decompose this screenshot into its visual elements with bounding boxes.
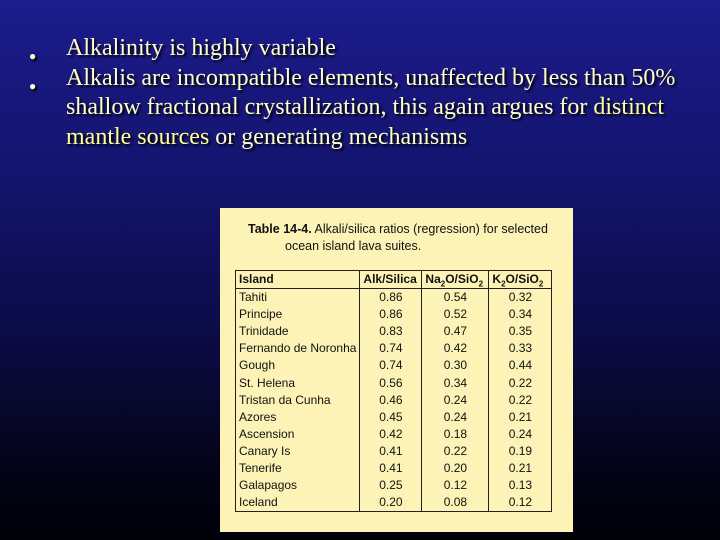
- cell-alk-silica: 0.56: [360, 375, 422, 392]
- bullet-text: Alkalinity is highly variable: [66, 35, 336, 61]
- cell-alk-silica: 0.86: [360, 306, 422, 323]
- cell-na2o-sio2: 0.20: [422, 460, 489, 477]
- cell-island: Tristan da Cunha: [236, 392, 360, 409]
- bullet-text-end: or generating mechanisms: [209, 123, 468, 150]
- bullet-dot-icon: ●: [29, 49, 37, 63]
- cell-island: Tahiti: [236, 289, 360, 307]
- cell-k2o-sio2: 0.44: [489, 357, 552, 374]
- table-row: [236, 323, 552, 340]
- bullet-item: [28, 64, 688, 153]
- cell-island: Gough: [236, 357, 360, 374]
- table-row: [236, 306, 552, 323]
- cell-k2o-sio2: 0.21: [489, 409, 552, 426]
- cell-alk-silica: 0.41: [360, 443, 422, 460]
- cell-k2o-sio2: 0.13: [489, 477, 552, 494]
- table-number: Table 14-4.: [248, 222, 312, 236]
- cell-k2o-sio2: 0.34: [489, 306, 552, 323]
- cell-alk-silica: 0.83: [360, 323, 422, 340]
- cell-k2o-sio2: 0.21: [489, 460, 552, 477]
- cell-island: Canary Is: [236, 443, 360, 460]
- cell-k2o-sio2: 0.24: [489, 426, 552, 443]
- table-caption: [248, 221, 563, 255]
- cell-alk-silica: 0.42: [360, 426, 422, 443]
- table-row: [236, 409, 552, 426]
- table-row: [236, 357, 552, 374]
- cell-k2o-sio2: 0.12: [489, 494, 552, 512]
- cell-na2o-sio2: 0.12: [422, 477, 489, 494]
- cell-k2o-sio2: 0.22: [489, 392, 552, 409]
- cell-alk-silica: 0.20: [360, 494, 422, 512]
- table-row: [236, 375, 552, 392]
- cell-island: Ascension: [236, 426, 360, 443]
- table-body: [236, 289, 552, 512]
- cell-na2o-sio2: 0.22: [422, 443, 489, 460]
- cell-k2o-sio2: 0.33: [489, 340, 552, 357]
- cell-alk-silica: 0.74: [360, 340, 422, 357]
- table-row: [236, 426, 552, 443]
- cell-island: Azores: [236, 409, 360, 426]
- bullet-highlight: distinct mantle sources: [66, 94, 665, 150]
- header-na2o-sio2: $Na_2O/SiO_2$: [422, 271, 489, 289]
- caption-line-1: Alkali/silica ratios (regression) for selected: [314, 222, 548, 236]
- cell-alk-silica: 0.25: [360, 477, 422, 494]
- cell-island: St. Helena: [236, 375, 360, 392]
- cell-na2o-sio2: 0.24: [422, 392, 489, 409]
- cell-na2o-sio2: 0.42: [422, 340, 489, 357]
- bullet-text-start: Alkalis are incompatible elements, unaffected by less than 50% shallow fractional crystallization, this again argues for: [66, 64, 676, 120]
- table-image: [220, 208, 573, 532]
- table-row: [236, 392, 552, 409]
- cell-na2o-sio2: 0.08: [422, 494, 489, 512]
- cell-k2o-sio2: 0.19: [489, 443, 552, 460]
- cell-na2o-sio2: 0.30: [422, 357, 489, 374]
- caption-line-2: ocean island lava suites.: [285, 239, 422, 253]
- cell-island: Iceland: [236, 494, 360, 512]
- cell-k2o-sio2: 0.32: [489, 289, 552, 307]
- bullet-list: [28, 34, 688, 152]
- header-k2o-sio2: $K_2O/SiO_2$: [489, 271, 552, 289]
- cell-island: Galapagos: [236, 477, 360, 494]
- header-alk-silica: Alk/Silica: [360, 271, 422, 289]
- bullet-dot-icon: ●: [29, 78, 37, 93]
- cell-alk-silica: 0.46: [360, 392, 422, 409]
- header-island: Island: [236, 271, 360, 289]
- table-row: [236, 340, 552, 357]
- cell-alk-silica: 0.74: [360, 357, 422, 374]
- cell-island: Principe: [236, 306, 360, 323]
- alkali-silica-table: [235, 270, 552, 512]
- cell-alk-silica: 0.45: [360, 409, 422, 426]
- cell-na2o-sio2: 0.47: [422, 323, 489, 340]
- cell-na2o-sio2: 0.18: [422, 426, 489, 443]
- table-row: [236, 443, 552, 460]
- cell-na2o-sio2: 0.34: [422, 375, 489, 392]
- bullet-item: [28, 34, 688, 64]
- cell-na2o-sio2: 0.24: [422, 409, 489, 426]
- table-row: [236, 494, 552, 512]
- cell-na2o-sio2: 0.54: [422, 289, 489, 307]
- cell-island: Tenerife: [236, 460, 360, 477]
- cell-k2o-sio2: 0.22: [489, 375, 552, 392]
- table-row: [236, 477, 552, 494]
- cell-na2o-sio2: 0.52: [422, 306, 489, 323]
- table-row: [236, 289, 552, 307]
- table-row: [236, 460, 552, 477]
- cell-alk-silica: 0.41: [360, 460, 422, 477]
- cell-island: Fernando de Noronha: [236, 340, 360, 357]
- table-header-row: [236, 271, 552, 289]
- cell-island: Trinidade: [236, 323, 360, 340]
- cell-alk-silica: 0.86: [360, 289, 422, 307]
- cell-k2o-sio2: 0.35: [489, 323, 552, 340]
